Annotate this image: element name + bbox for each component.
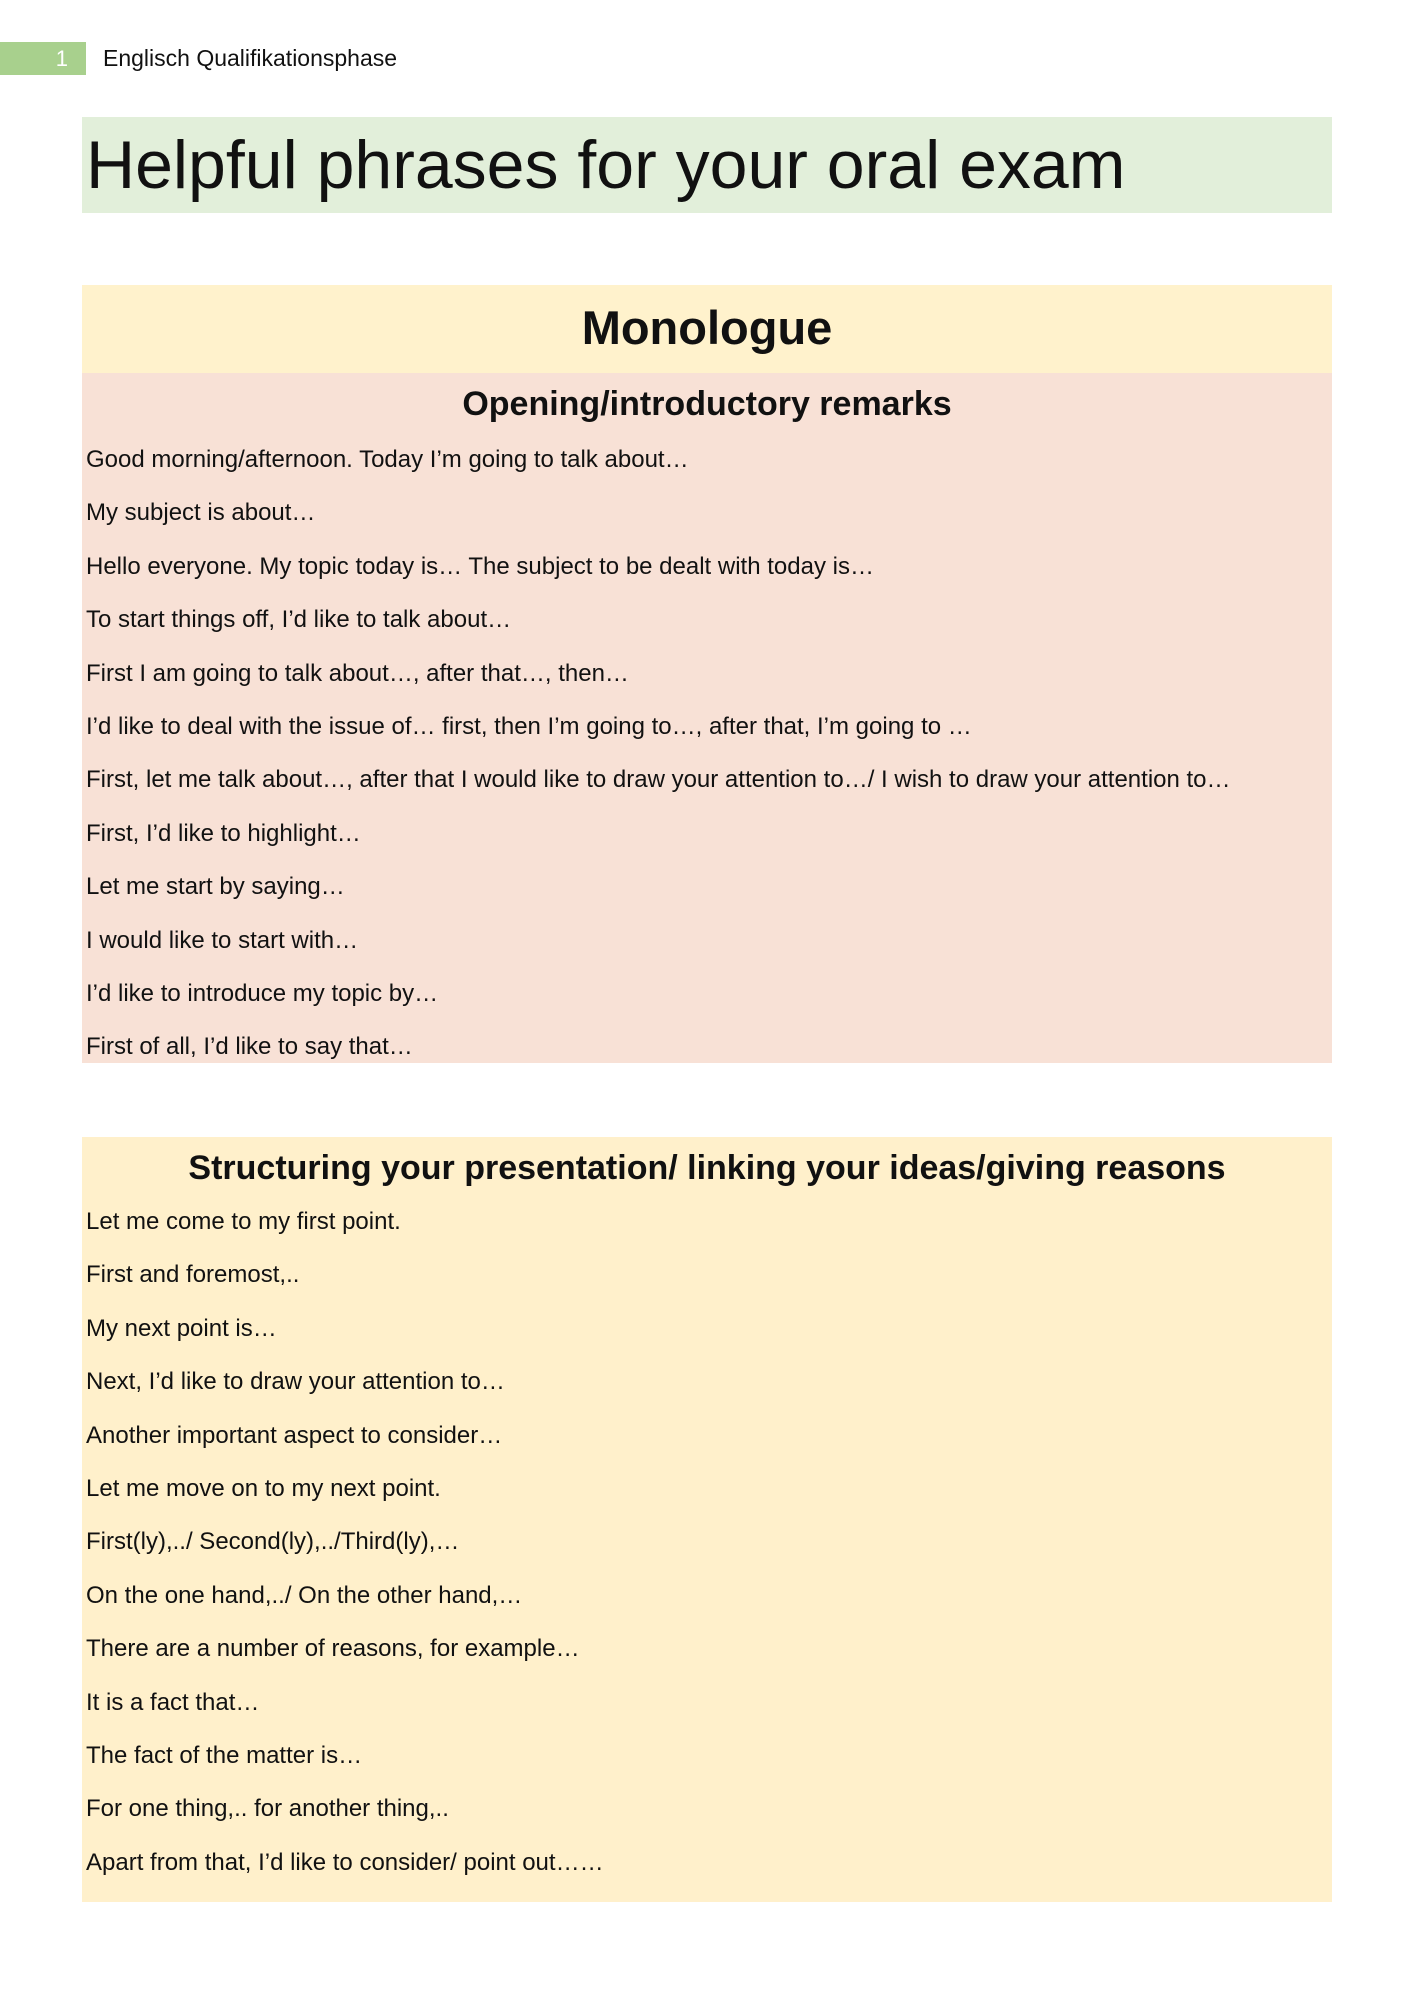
phrase-item: First I am going to talk about…, after that…, then… bbox=[86, 659, 629, 687]
phrase-item: I’d like to introduce my topic by… bbox=[86, 979, 439, 1007]
phrase-item: There are a number of reasons, for example… bbox=[86, 1635, 580, 1663]
phrase-item: Another important aspect to consider… bbox=[86, 1421, 503, 1449]
phrase-item: To start things off, I’d like to talk about… bbox=[86, 606, 512, 634]
phrase-item: Good morning/afternoon. Today I’m going to talk about… bbox=[86, 446, 689, 473]
opening-heading: Opening/introductory remarks bbox=[462, 385, 952, 423]
phrase-item: First(ly),../ Second(ly),../Third(ly),… bbox=[86, 1528, 460, 1556]
phrase-item: First, I’d like to highlight… bbox=[86, 819, 361, 847]
phrase-item: My subject is about… bbox=[86, 499, 316, 527]
phrase-item: First of all, I’d like to say that… bbox=[86, 1033, 413, 1061]
phrase-item: First and foremost,.. bbox=[86, 1261, 300, 1289]
structuring-section bbox=[82, 1137, 1332, 1902]
phrase-item: My next point is… bbox=[86, 1314, 277, 1342]
phrase-item: First, let me talk about…, after that I would like to draw your attention to…/ I wish to draw your attention to… bbox=[86, 766, 1231, 794]
phrase-item: On the one hand,../ On the other hand,… bbox=[86, 1581, 523, 1609]
page-number: 1 bbox=[0, 42, 86, 75]
monologue-heading: Monologue bbox=[581, 301, 833, 354]
phrase-item: The fact of the matter is… bbox=[86, 1741, 363, 1769]
phrase-item: It is a fact that… bbox=[86, 1688, 260, 1716]
opening-phrase-list bbox=[82, 433, 1332, 1074]
monologue-header bbox=[82, 285, 1332, 373]
phrase-item: Apart from that, I’d like to consider/ point out…… bbox=[86, 1848, 604, 1876]
phrase-item: Let me start by saying… bbox=[86, 873, 345, 901]
phrase-item: Let me move on to my next point. bbox=[86, 1474, 441, 1502]
title-block bbox=[82, 117, 1332, 213]
structuring-heading: Structuring your presentation/ linking your ideas/giving reasons bbox=[188, 1149, 1226, 1187]
structuring-phrase-list bbox=[82, 1195, 1332, 1889]
phrase-item: For one thing,.. for another thing,.. bbox=[86, 1795, 449, 1823]
phrase-item: Next, I’d like to draw your attention to… bbox=[86, 1368, 505, 1396]
phrase-item: I would like to start with… bbox=[86, 926, 359, 954]
page-header bbox=[0, 42, 600, 75]
opening-section bbox=[82, 373, 1332, 1063]
page-title: Helpful phrases for your oral exam bbox=[86, 127, 1126, 203]
phrase-item: Hello everyone. My topic today is… The subject to be dealt with today is… bbox=[86, 552, 874, 580]
phrase-item: Let me come to my first point. bbox=[86, 1208, 401, 1235]
header-subject: Englisch Qualifikationsphase bbox=[103, 45, 398, 71]
phrase-item: I’d like to deal with the issue of… first, then I’m going to…, after that, I’m going to … bbox=[86, 712, 972, 740]
